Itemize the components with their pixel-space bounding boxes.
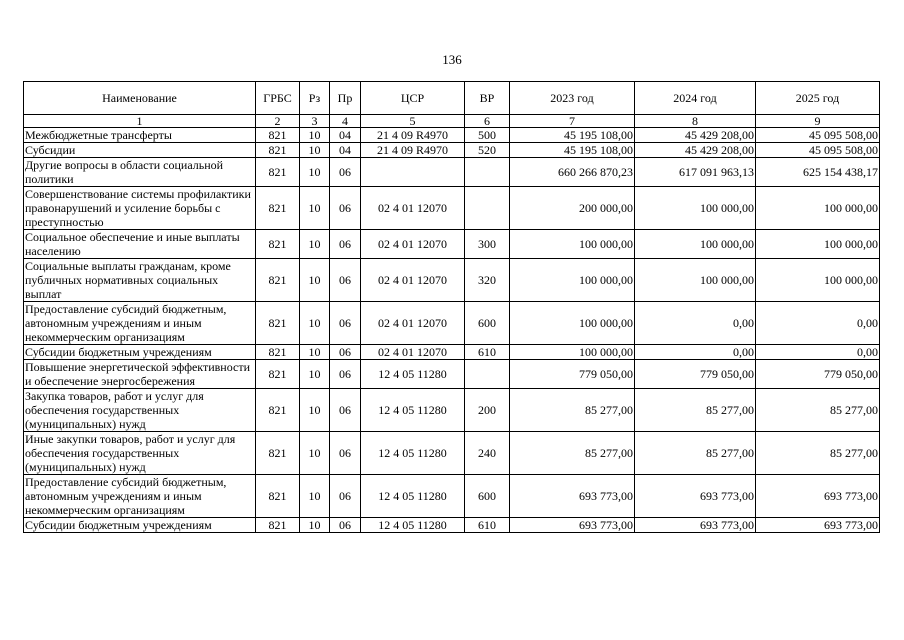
row-csr: 12 4 05 11280 <box>361 389 465 432</box>
row-2023: 85 277,00 <box>510 389 635 432</box>
header-row <box>24 82 880 115</box>
row-csr: 12 4 05 11280 <box>361 518 465 533</box>
row-2023: 200 000,00 <box>510 187 635 230</box>
row-grbs: 821 <box>256 302 300 345</box>
row-2023: 100 000,00 <box>510 230 635 259</box>
row-rz: 10 <box>300 143 330 158</box>
header-csr: ЦСР <box>361 82 465 115</box>
row-vr: 500 <box>465 128 510 143</box>
header-name: Наименование <box>24 82 256 115</box>
row-vr: 300 <box>465 230 510 259</box>
row-vr: 320 <box>465 259 510 302</box>
row-2024: 0,00 <box>635 345 756 360</box>
row-vr <box>465 158 510 187</box>
row-2023: 660 266 870,23 <box>510 158 635 187</box>
table-row <box>24 158 880 187</box>
row-rz: 10 <box>300 259 330 302</box>
row-name: Социальные выплаты гражданам, кроме публичных нормативных социальных выплат <box>24 259 256 302</box>
header-2025: 2025 год <box>756 82 880 115</box>
row-2025: 693 773,00 <box>756 475 880 518</box>
row-rz: 10 <box>300 475 330 518</box>
row-2023: 45 195 108,00 <box>510 143 635 158</box>
row-csr: 02 4 01 12070 <box>361 302 465 345</box>
row-name: Другие вопросы в области социальной политики <box>24 158 256 187</box>
row-rz: 10 <box>300 518 330 533</box>
row-2024: 85 277,00 <box>635 389 756 432</box>
row-pr: 04 <box>330 128 361 143</box>
row-csr: 12 4 05 11280 <box>361 432 465 475</box>
row-2025: 100 000,00 <box>756 187 880 230</box>
row-2025: 100 000,00 <box>756 259 880 302</box>
row-name: Межбюджетные трансферты <box>24 128 256 143</box>
column-number: 9 <box>756 115 880 128</box>
row-grbs: 821 <box>256 345 300 360</box>
row-csr: 02 4 01 12070 <box>361 187 465 230</box>
row-2023: 693 773,00 <box>510 518 635 533</box>
table-row <box>24 143 880 158</box>
column-number: 5 <box>361 115 465 128</box>
row-2023: 779 050,00 <box>510 360 635 389</box>
row-2025: 85 277,00 <box>756 389 880 432</box>
row-csr: 12 4 05 11280 <box>361 360 465 389</box>
table-row <box>24 187 880 230</box>
row-rz: 10 <box>300 389 330 432</box>
row-vr <box>465 360 510 389</box>
column-number: 7 <box>510 115 635 128</box>
row-2025: 85 277,00 <box>756 432 880 475</box>
row-pr: 04 <box>330 143 361 158</box>
row-name: Субсидии бюджетным учреждениям <box>24 518 256 533</box>
table-row <box>24 230 880 259</box>
row-rz: 10 <box>300 345 330 360</box>
table-row <box>24 128 880 143</box>
row-rz: 10 <box>300 432 330 475</box>
row-2023: 100 000,00 <box>510 345 635 360</box>
row-vr: 240 <box>465 432 510 475</box>
row-csr: 21 4 09 R4970 <box>361 128 465 143</box>
table-row <box>24 302 880 345</box>
row-grbs: 821 <box>256 475 300 518</box>
row-rz: 10 <box>300 158 330 187</box>
row-2025: 625 154 438,17 <box>756 158 880 187</box>
table-row <box>24 432 880 475</box>
row-grbs: 821 <box>256 158 300 187</box>
row-pr: 06 <box>330 518 361 533</box>
row-name: Совершенствование системы профилактики правонарушений и усиление борьбы с преступностью <box>24 187 256 230</box>
row-pr: 06 <box>330 389 361 432</box>
table-row <box>24 360 880 389</box>
row-2023: 45 195 108,00 <box>510 128 635 143</box>
row-vr: 610 <box>465 518 510 533</box>
column-number: 1 <box>24 115 256 128</box>
row-pr: 06 <box>330 360 361 389</box>
row-grbs: 821 <box>256 259 300 302</box>
row-pr: 06 <box>330 345 361 360</box>
row-grbs: 821 <box>256 128 300 143</box>
row-2024: 45 429 208,00 <box>635 143 756 158</box>
row-2025: 45 095 508,00 <box>756 143 880 158</box>
row-2024: 779 050,00 <box>635 360 756 389</box>
row-grbs: 821 <box>256 230 300 259</box>
row-2024: 100 000,00 <box>635 187 756 230</box>
row-csr <box>361 158 465 187</box>
table-row <box>24 475 880 518</box>
row-rz: 10 <box>300 187 330 230</box>
row-name: Закупка товаров, работ и услуг для обеспечения государственных (муниципальных) нужд <box>24 389 256 432</box>
row-2025: 0,00 <box>756 345 880 360</box>
row-grbs: 821 <box>256 360 300 389</box>
column-number-row <box>24 115 880 128</box>
column-number: 2 <box>256 115 300 128</box>
page-number: 136 <box>442 52 462 67</box>
row-vr: 600 <box>465 302 510 345</box>
row-2023: 100 000,00 <box>510 259 635 302</box>
row-name: Субсидии бюджетным учреждениям <box>24 345 256 360</box>
header-2023: 2023 год <box>510 82 635 115</box>
table-row <box>24 518 880 533</box>
row-vr: 200 <box>465 389 510 432</box>
row-2024: 85 277,00 <box>635 432 756 475</box>
row-2024: 693 773,00 <box>635 518 756 533</box>
row-vr: 600 <box>465 475 510 518</box>
budget-table <box>23 81 880 533</box>
row-pr: 06 <box>330 302 361 345</box>
row-2024: 693 773,00 <box>635 475 756 518</box>
row-name: Субсидии <box>24 143 256 158</box>
header-grbs: ГРБС <box>256 82 300 115</box>
row-2024: 100 000,00 <box>635 259 756 302</box>
table-body <box>24 128 880 533</box>
row-pr: 06 <box>330 259 361 302</box>
table-row <box>24 345 880 360</box>
header-vr: ВР <box>465 82 510 115</box>
row-grbs: 821 <box>256 187 300 230</box>
header-pr: Пр <box>330 82 361 115</box>
row-2025: 100 000,00 <box>756 230 880 259</box>
row-2025: 693 773,00 <box>756 518 880 533</box>
row-pr: 06 <box>330 187 361 230</box>
row-rz: 10 <box>300 302 330 345</box>
row-2023: 100 000,00 <box>510 302 635 345</box>
table-row <box>24 259 880 302</box>
row-2023: 85 277,00 <box>510 432 635 475</box>
table-row <box>24 389 880 432</box>
row-grbs: 821 <box>256 432 300 475</box>
row-pr: 06 <box>330 158 361 187</box>
row-csr: 02 4 01 12070 <box>361 345 465 360</box>
row-vr <box>465 187 510 230</box>
column-number: 3 <box>300 115 330 128</box>
row-2024: 617 091 963,13 <box>635 158 756 187</box>
row-2024: 0,00 <box>635 302 756 345</box>
header-rz: Рз <box>300 82 330 115</box>
row-rz: 10 <box>300 360 330 389</box>
row-csr: 12 4 05 11280 <box>361 475 465 518</box>
row-name: Повышение энергетической эффективности и обеспечение энергосбережения <box>24 360 256 389</box>
column-number: 8 <box>635 115 756 128</box>
row-pr: 06 <box>330 230 361 259</box>
row-csr: 02 4 01 12070 <box>361 259 465 302</box>
row-csr: 02 4 01 12070 <box>361 230 465 259</box>
row-grbs: 821 <box>256 143 300 158</box>
row-rz: 10 <box>300 230 330 259</box>
row-2023: 693 773,00 <box>510 475 635 518</box>
column-number: 6 <box>465 115 510 128</box>
row-name: Предоставление субсидий бюджетным, автономным учреждениям и иным некоммерческим организациям <box>24 475 256 518</box>
row-name: Иные закупки товаров, работ и услуг для обеспечения государственных (муниципальных) нужд <box>24 432 256 475</box>
row-rz: 10 <box>300 128 330 143</box>
row-2024: 45 429 208,00 <box>635 128 756 143</box>
row-2025: 779 050,00 <box>756 360 880 389</box>
row-name: Социальное обеспечение и иные выплаты населению <box>24 230 256 259</box>
row-2024: 100 000,00 <box>635 230 756 259</box>
header-2024: 2024 год <box>635 82 756 115</box>
column-number: 4 <box>330 115 361 128</box>
row-vr: 520 <box>465 143 510 158</box>
row-grbs: 821 <box>256 518 300 533</box>
row-2025: 0,00 <box>756 302 880 345</box>
row-pr: 06 <box>330 475 361 518</box>
row-grbs: 821 <box>256 389 300 432</box>
row-vr: 610 <box>465 345 510 360</box>
row-csr: 21 4 09 R4970 <box>361 143 465 158</box>
row-2025: 45 095 508,00 <box>756 128 880 143</box>
row-pr: 06 <box>330 432 361 475</box>
row-name: Предоставление субсидий бюджетным, автономным учреждениям и иным некоммерческим организациям <box>24 302 256 345</box>
